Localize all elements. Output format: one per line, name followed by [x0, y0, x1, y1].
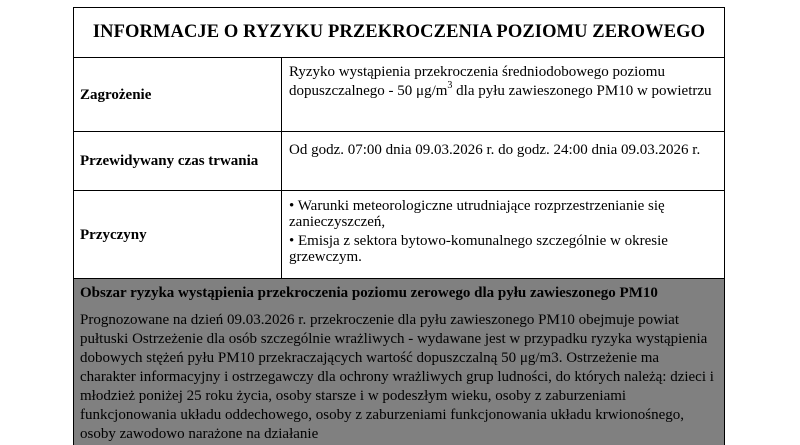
- risk-area-description: Prognozowane na dzień 09.03.2026 r. przekroczenie dla pyłu zawieszonego PM10 obejmuje powiat pułtuski Ostrzeżenie dla osób szczególnie wrażliwych - wydawane jest w przypadku ryzyka wystąpienia dobowych stężeń pyłu PM10 przekraczających wartość dopuszczalną 50 μg/m3. Ostrzeżenie ma charakter informacyjny i ostrzegawczy dla ochrony wrażliwych grup ludności, do których należą: dzieci i młodzież poniżej 25 roku życia, osoby starsze i w podeszłym wieku, osoby z zaburzeniami funkcjonowania układu oddechowego, osoby z zaburzeniami funkcjonowania układu krwionośnego, osoby zawodowo narażone na działanie: [80, 312, 714, 442]
- air-quality-info-table: [73, 7, 725, 445]
- duration-value: Od godz. 07:00 dnia 09.03.2026 r. do godz. 24:00 dnia 09.03.2026 r.: [289, 142, 701, 158]
- threat-label: Zagrożenie: [74, 58, 282, 131]
- risk-area-section: [74, 279, 724, 445]
- threat-value-text-end: dla pyłu zawieszonego PM10 w powietrzu: [452, 83, 712, 99]
- duration-row: [74, 132, 724, 191]
- threat-value-superscript: 3: [447, 80, 453, 91]
- cause-item-emission: • Emisja z sektora bytowo-komunalnego szczególnie w okresie grzewczym.: [289, 233, 668, 265]
- causes-row: [74, 191, 724, 279]
- causes-label: Przyczyny: [74, 191, 282, 278]
- document-title: INFORMACJE O RYZYKU PRZEKROCZENIA POZIOMU ZEROWEGO: [74, 8, 724, 58]
- threat-value-text: Ryzyko wystąpienia przekroczenia średniodobowego poziomu dopuszczalnego - 50 μg/m: [289, 64, 665, 99]
- threat-row: [74, 58, 724, 132]
- causes-list: [282, 191, 724, 278]
- threat-value: [282, 58, 724, 131]
- risk-area-title: Obszar ryzyka wystąpienia przekroczenia poziomu zerowego dla pyłu zawieszonego PM10: [80, 285, 658, 301]
- cause-item-meteorological: • Warunki meteorologiczne utrudniające rozprzestrzenianie się zanieczyszczeń,: [289, 198, 665, 230]
- duration-label: Przewidywany czas trwania: [74, 132, 282, 190]
